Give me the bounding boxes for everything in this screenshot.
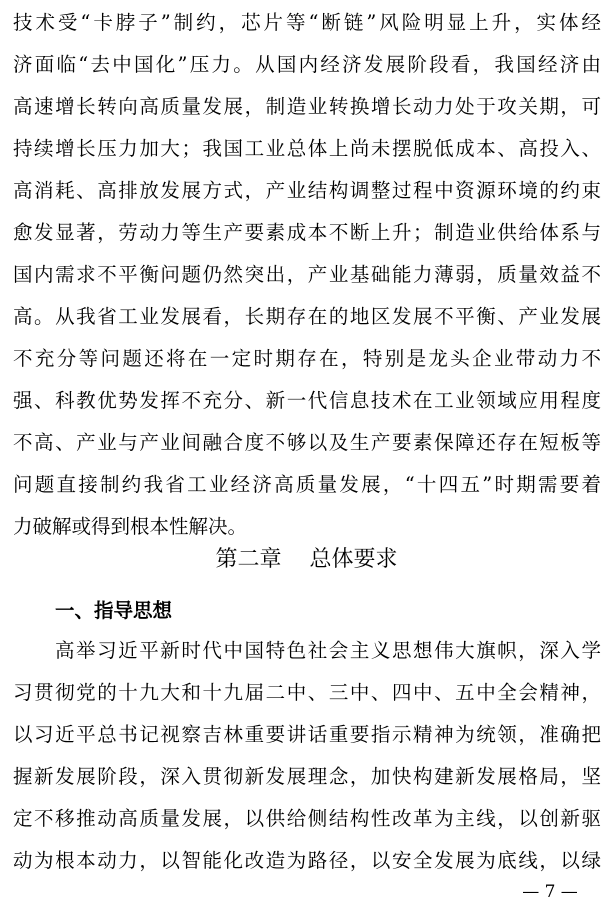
paragraph-line: 愈发显著，劳动力等生产要素成本不断上升；制造业供给体系与: [13, 221, 601, 244]
paragraph-line: 不充分等问题还将在一定时期存在，特别是龙头企业带动力不: [13, 347, 601, 370]
paragraph-line: 高速增长转向高质量发展，制造业转换增长动力处于攻关期，可: [13, 95, 601, 118]
paragraph-line: 高举习近平新时代中国特色社会主义思想伟大旗帜，深入学: [55, 639, 601, 662]
paragraph-line: 不高、产业与产业间融合度不够以及生产要素保障还存在短板等: [13, 431, 601, 454]
paragraph-line: 高。从我省工业发展看，长期存在的地区发展不平衡、产业发展: [13, 305, 601, 328]
paragraph-line: 动为根本动力，以智能化改造为路径，以安全发展为底线，以绿: [13, 849, 601, 872]
paragraph-line: 强、科教优势发挥不充分、新一代信息技术在工业领域应用程度: [13, 389, 601, 412]
paragraph-line: 问题直接制约我省工业经济高质量发展，“十四五”时期需要着: [13, 473, 601, 496]
paragraph-line: 持续增长压力加大；我国工业总体上尚未摆脱低成本、高投入、: [13, 137, 601, 160]
paragraph-line: 习贯彻党的十九大和十九届二中、三中、四中、五中全会精神，: [13, 681, 601, 704]
paragraph-line: 技术受“卡脖子”制约，芯片等“断链”风险明显上升，实体经: [13, 11, 601, 34]
paragraph-line: 国内需求不平衡问题仍然突出，产业基础能力薄弱，质量效益不: [13, 263, 601, 286]
paragraph-line: 以习近平总书记视察吉林重要讲话重要指示精神为统领，准确把: [13, 723, 601, 746]
page-number: — 7 —: [522, 882, 578, 902]
section-title: 一、指导思想: [55, 599, 173, 622]
chapter-title: 第二章 总体要求: [215, 547, 398, 572]
paragraph-line: 高消耗、高排放发展方式，产业结构调整过程中资源环境的约束: [13, 179, 601, 202]
paragraph-line: 济面临“去中国化”压力。从国内经济发展阶段看，我国经济由: [13, 53, 601, 76]
paragraph-line: 力破解或得到根本性解决。: [13, 515, 248, 538]
paragraph-line: 定不移推动高质量发展，以供给侧结构性改革为主线，以创新驱: [13, 807, 601, 830]
paragraph-line: 握新发展阶段，深入贯彻新发展理念，加快构建新发展格局，坚: [13, 765, 601, 788]
